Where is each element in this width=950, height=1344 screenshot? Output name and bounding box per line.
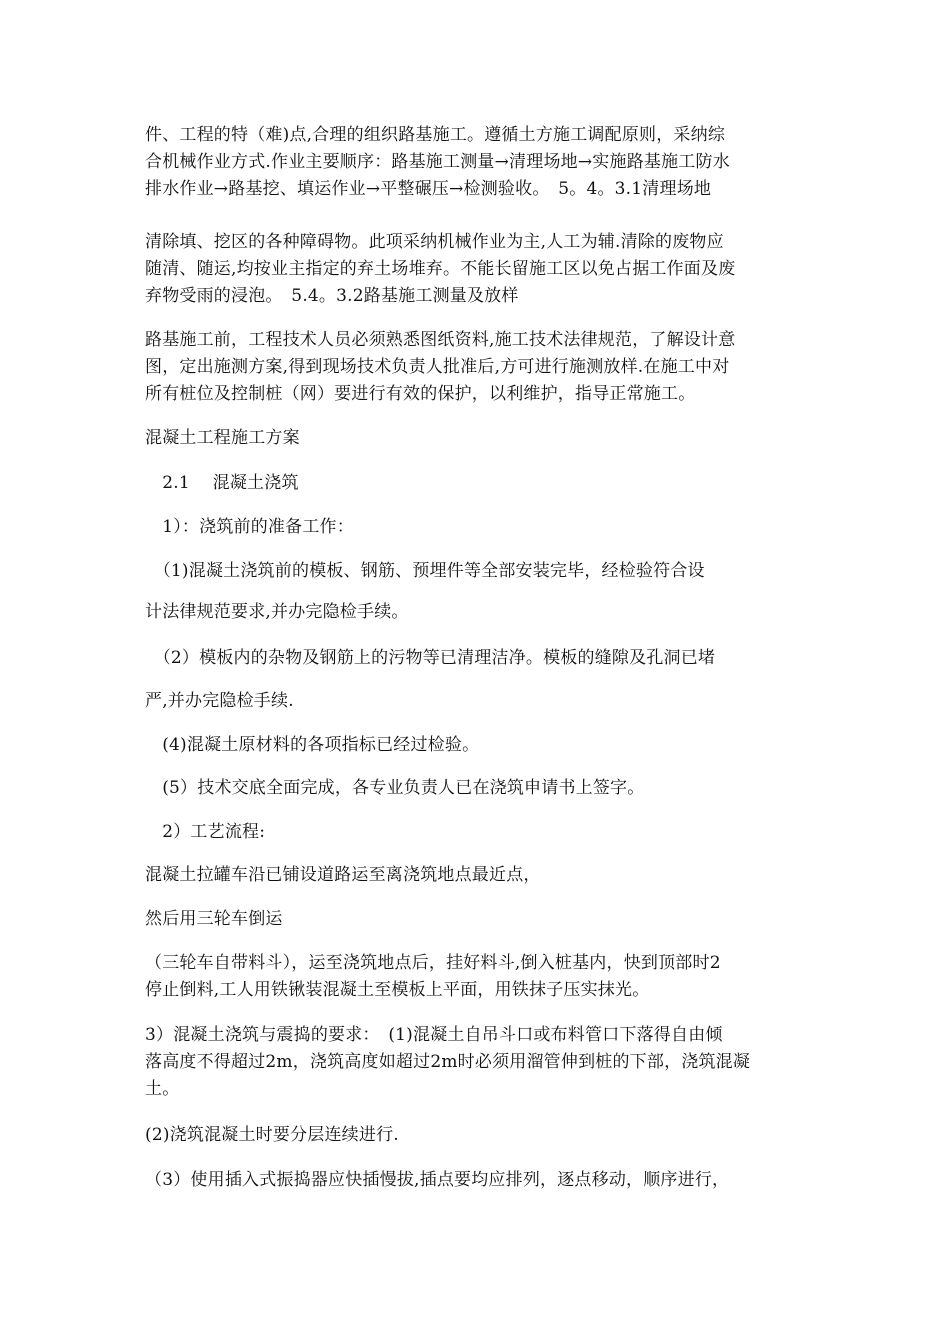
paragraph-roadbed-organization (145, 122, 813, 203)
text-line: 落高度不得超过2m，浇筑高度如超过2m时必须用溜管伸到桩的下部，浇筑混凝 (145, 1052, 751, 1072)
paragraph-site-clearing (145, 229, 813, 310)
text-line: 停止倒料,工人用铁锹装混凝土至模板上平面，用铁抹子压实抹光。 (145, 980, 650, 1000)
item-process-flow (145, 819, 813, 846)
text-line: (5）技术交底全面完成，各专业负责人已在浇筑申请书上签字。 (145, 778, 645, 798)
item-5-briefing (145, 775, 813, 802)
process-step-tricycle (145, 906, 813, 933)
item-vibrator-usage (145, 1167, 813, 1194)
text-line: 件、工程的特（难)点,合理的组织路基施工。遵循土方施工调配原则，采纳综 (145, 125, 726, 145)
item-layered-pouring (145, 1122, 813, 1149)
item-2-continued (145, 688, 813, 715)
text-line: 弃物受雨的浸泡。 5.4。3.2路基施工测量及放样 (145, 286, 519, 306)
text-line: （2）模板内的杂物及钢筋上的污物等已清理洁净。模板的缝隙及孔洞已堵 (145, 648, 716, 668)
paragraph-survey-layout (145, 327, 813, 408)
text-line: (2)浇筑混凝土时要分层连续进行. (145, 1125, 399, 1145)
text-line: 路基施工前，工程技术人员必须熟悉图纸资料,施工技术法律规范，了解设计意 (145, 330, 736, 350)
text-line: 随清、随运,均按业主指定的弃土场堆弃。不能长留施工区以免占据工作面及废 (145, 259, 736, 279)
text-line: （三轮车自带料斗），运至浇筑地点后，挂好料斗,倒入桩基内，快到顶部时2 (145, 953, 721, 973)
text-line: 3）混凝土浇筑与震捣的要求： (1)混凝土自吊斗口或布料管口下落得自由倾 (145, 1025, 723, 1045)
text-line: 严,并办完隐检手续. (145, 691, 294, 711)
item-1-formwork (145, 558, 813, 585)
subsection-heading-2-1 (145, 470, 813, 497)
process-step-pouring (145, 950, 813, 1004)
text-line: (4)混凝土原材料的各项指标已经过检验。 (145, 735, 480, 755)
process-step-truck (145, 862, 813, 889)
heading-text: 混凝土工程施工方案 (145, 428, 300, 448)
text-line: （1)混凝土浇筑前的模板、钢筋、预埋件等全部安装完毕，经检验符合设 (145, 561, 705, 581)
item-1-continued (145, 599, 813, 626)
text-line: 1）：浇筑前的准备工作： (145, 517, 354, 537)
section-heading-concrete (145, 425, 813, 452)
text-line: 合机械作业方式.作业主要顺序：路基施工测量→清理场地→实施路基施工防水 (145, 152, 730, 172)
item-2-cleaning (145, 645, 813, 672)
item-vibration-requirements (145, 1022, 813, 1103)
text-line: 计法律规范要求,并办完隐检手续。 (145, 602, 409, 622)
text-line: 排水作业→路基挖、填运作业→平整碾压→检测验收。 5。4。3.1清理场地 (145, 179, 712, 199)
text-line: 图，定出施测方案,得到现场技术负责人批准后,方可进行施测放样.在施工中对 (145, 357, 730, 377)
text-line: 2）工艺流程: (145, 822, 266, 842)
text-line: 然后用三轮车倒运 (145, 909, 283, 929)
item-preparation (145, 514, 813, 541)
text-line: 清除填、挖区的各种障碍物。此项采纳机械作业为主,人工为辅.清除的废物应 (145, 232, 724, 252)
heading-text: 2.1 混凝土浇筑 (145, 473, 299, 493)
text-line: （3）使用插入式振捣器应快插慢拔,插点要均应排列，逐点移动，顺序进行， (145, 1170, 730, 1190)
text-line: 所有桩位及控制桩（网）要进行有效的保护，以利维护，指导正常施工。 (145, 384, 696, 404)
item-4-materials (145, 732, 813, 759)
text-line: 土。 (145, 1079, 180, 1099)
text-line: 混凝土拉罐车沿已铺设道路运至离浇筑地点最近点， (145, 865, 541, 885)
